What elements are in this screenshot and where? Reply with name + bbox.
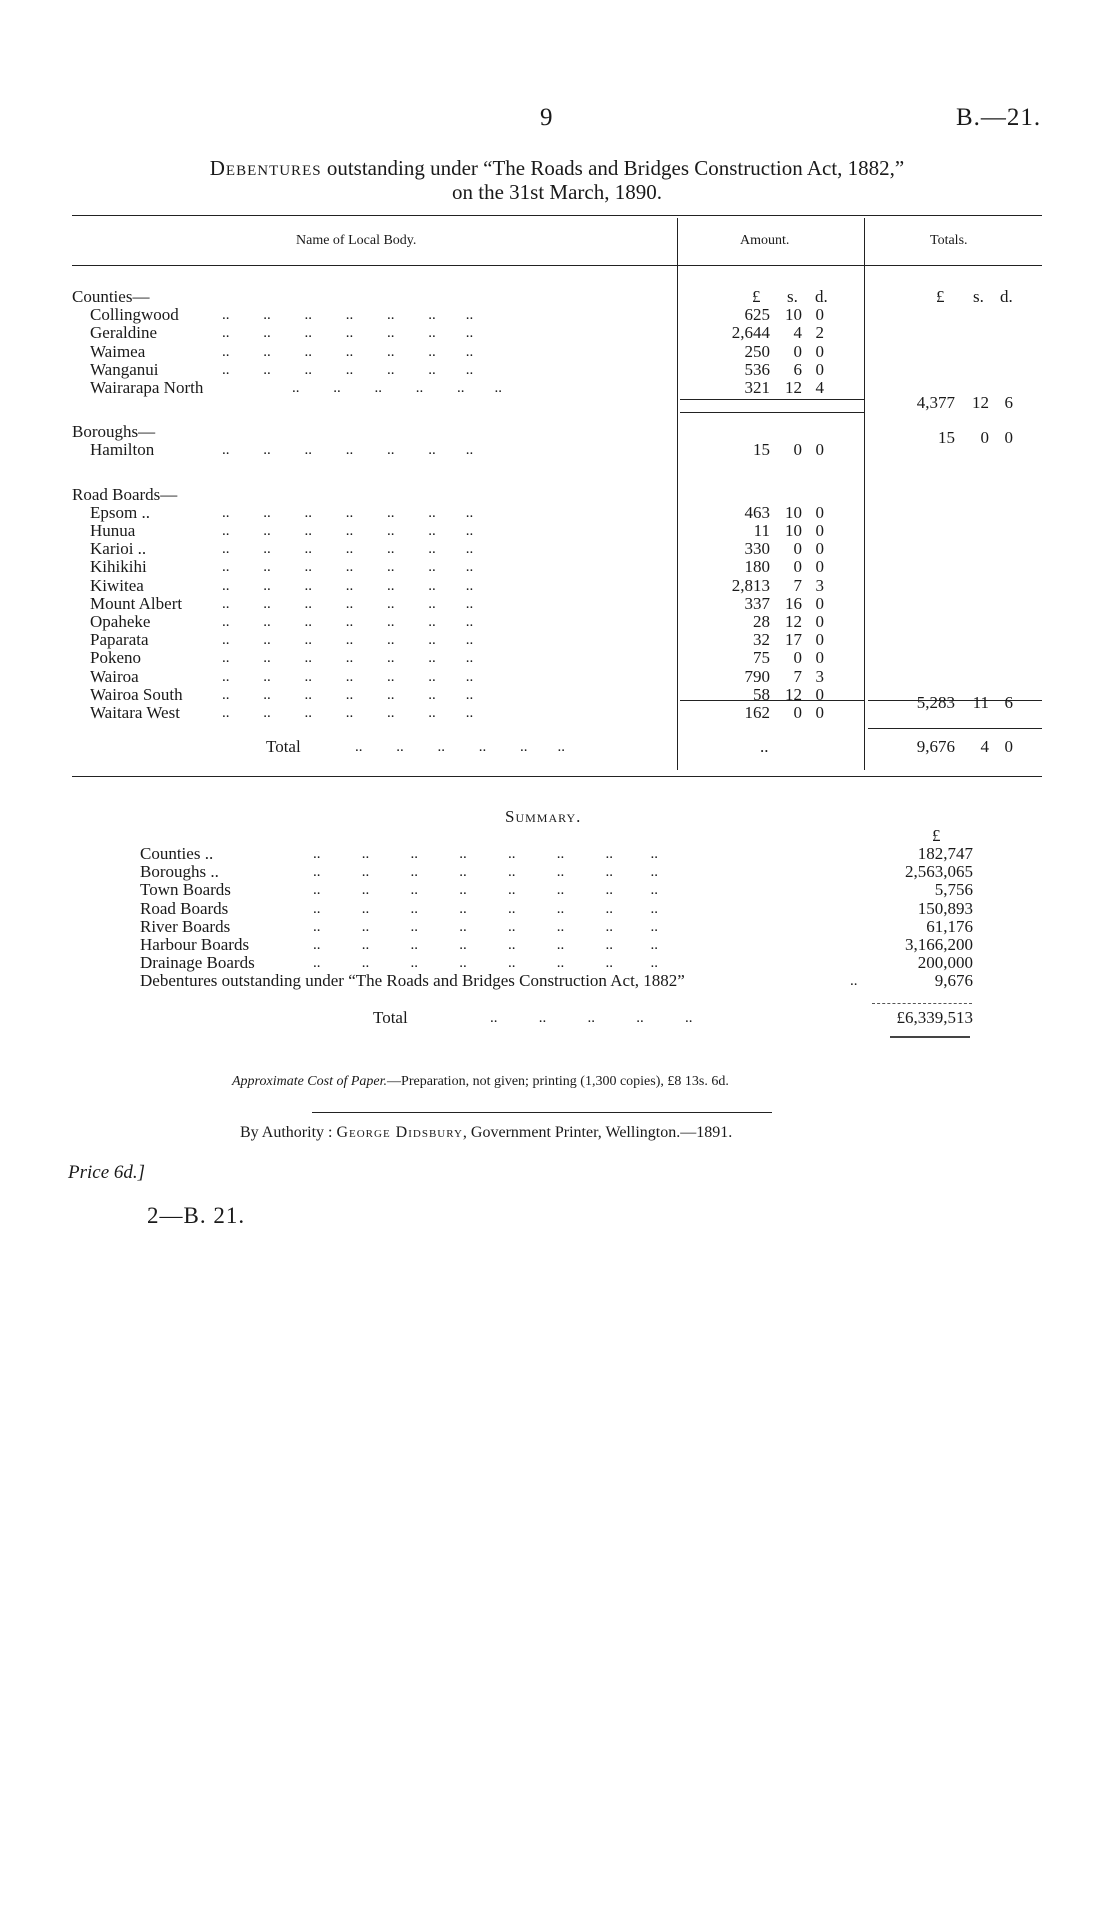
price-label: Price 6d.] — [68, 1162, 146, 1183]
amount-pound-header: £ — [752, 287, 761, 306]
local-body-name: Waimea — [90, 341, 146, 361]
amount-pence: 0 — [815, 630, 824, 650]
summary-total-value: £6,339,513 — [896, 1008, 973, 1027]
document-code: 2—B. 21. — [147, 1203, 246, 1228]
summary-label: Debentures outstanding under “The Roads and Bridges Construction Act, 1882” — [140, 971, 685, 991]
section-subtotal-rule — [680, 412, 864, 413]
cost-of-paper-label: Approximate Cost of Paper. — [232, 1074, 388, 1089]
amount-pence: 0 — [815, 557, 824, 577]
amount-pounds: 463 — [744, 502, 770, 522]
totals-pound-header: £ — [936, 287, 945, 306]
amount-pence: 0 — [815, 440, 824, 460]
amount-shillings: 17 — [785, 630, 802, 650]
summary-value: 150,893 — [917, 898, 973, 918]
leader-dots: .. .. .. .. .. .. .. — [222, 523, 474, 539]
cost-of-paper-text: —Preparation, not given; printing (1,300 copies), £8 13s. 6d. — [387, 1074, 729, 1089]
amount-shillings: 16 — [785, 593, 802, 613]
amount-pence: 3 — [815, 666, 824, 686]
summary-value: 5,756 — [934, 880, 973, 900]
summary-currency: £ — [932, 826, 941, 845]
leader-dots: .. .. .. .. .. .. .. — [222, 361, 474, 378]
leader-dots: .. .. .. .. .. .. .. — [222, 307, 474, 324]
amount-shillings: 10 — [785, 305, 802, 325]
leader-dots: .. .. .. .. .. .. .. .. — [313, 882, 658, 899]
leader-dots: .. .. .. .. .. .. .. — [222, 650, 474, 667]
section-total-shillings: 11 — [972, 693, 989, 712]
summary-value: 61,176 — [926, 916, 973, 936]
header-rule — [72, 265, 1042, 266]
amount-shillings: 0 — [793, 648, 802, 668]
local-body-name: Wairarapa North — [90, 378, 204, 397]
amount-pounds: 58 — [753, 684, 770, 704]
summary-label: Road Boards — [140, 898, 229, 918]
summary-value: 200,000 — [917, 953, 973, 973]
printer-name: George Didsbury — [336, 1124, 463, 1141]
section-total-pence: 6 — [1004, 393, 1013, 412]
amount-pence: 0 — [815, 305, 824, 325]
leader-dots: .. .. .. .. .. .. .. .. — [313, 937, 658, 953]
amount-pence: 0 — [815, 521, 824, 540]
local-body-name: Waitara West — [90, 703, 180, 722]
amount-pounds: 330 — [744, 539, 770, 559]
section-total-pence: 6 — [1004, 693, 1013, 712]
amount-shillings: 6 — [793, 359, 802, 379]
amount-pounds: 15 — [753, 440, 770, 460]
amount-shillings: 4 — [793, 323, 802, 343]
section-heading: Road Boards— — [72, 484, 178, 504]
amount-pounds: 162 — [744, 703, 770, 722]
summary-total-label: Total — [373, 1008, 408, 1027]
leader-dots: .. .. .. .. .. .. .. .. — [313, 864, 658, 881]
section-subtotal-rule — [680, 399, 864, 400]
local-body-name: Opaheke — [90, 612, 151, 631]
local-body-name: Mount Albert — [90, 593, 183, 613]
amount-pence: 0 — [815, 359, 824, 379]
amount-shillings: 10 — [785, 521, 802, 540]
leader-dots: .. .. .. .. .. .. .. — [222, 668, 474, 685]
amount-pounds: 321 — [744, 378, 770, 397]
local-body-name: Geraldine — [90, 323, 158, 343]
summary-label: River Boards — [140, 916, 231, 936]
amount-column-divider — [677, 218, 678, 770]
local-body-name: Kiwitea — [90, 575, 144, 595]
amount-pence: 0 — [815, 539, 824, 559]
title-prefix: Debentures — [209, 156, 322, 180]
summary-value: 9,676 — [934, 971, 973, 991]
section-total-pence: 0 — [1004, 428, 1013, 447]
amount-shillings: 0 — [793, 341, 802, 361]
section-heading: Counties— — [72, 287, 150, 306]
grand-total-top-rule — [868, 728, 1042, 729]
summary-total-leader-dots: .. .. .. .. .. — [490, 1010, 693, 1026]
summary-value: 2,563,065 — [905, 862, 973, 882]
amount-pounds: 32 — [753, 630, 770, 650]
local-body-name: Hamilton — [90, 440, 155, 460]
grand-total-shillings: 4 — [980, 737, 989, 756]
amount-pounds: 337 — [744, 593, 770, 613]
column-header-name: Name of Local Body. — [296, 233, 417, 248]
local-body-name: Wairoa South — [90, 684, 183, 704]
summary-label: Drainage Boards — [140, 953, 255, 973]
amount-pounds: 180 — [744, 557, 770, 577]
amount-shillings: 0 — [793, 539, 802, 559]
table-bottom-rule — [72, 776, 1042, 777]
amount-shillings: 10 — [785, 502, 802, 522]
column-header-totals: Totals. — [930, 233, 968, 248]
authority-prefix: By Authority : — [240, 1124, 337, 1141]
amount-pounds: 250 — [744, 341, 770, 361]
local-body-name: Wanganui — [90, 359, 159, 379]
summary-label: Counties .. — [140, 844, 214, 863]
leader-dots: .. .. .. .. .. .. .. — [222, 614, 474, 630]
section-subtotal-rule — [680, 700, 864, 701]
title-line1: outstanding under “The Roads and Bridges Construction Act, 1882,” — [321, 156, 905, 180]
amount-pounds: 75 — [753, 648, 770, 668]
leader-dots: .. .. .. .. .. .. .. — [222, 343, 474, 360]
amount-shillings: 7 — [793, 666, 802, 686]
leader-dots: .. .. .. .. .. .. .. — [222, 705, 474, 721]
leader-dots: .. .. .. .. .. .. .. — [222, 325, 474, 342]
grand-total-leader-dots: .. .. .. .. .. .. — [355, 739, 565, 755]
local-body-name: Karioi .. — [90, 539, 147, 559]
totals-column-divider — [864, 218, 865, 770]
grand-total-label: Total — [266, 737, 301, 756]
leader-dots: .. .. .. .. .. .. .. — [222, 577, 474, 594]
totals-pence-header: d. — [1000, 287, 1013, 306]
amount-shillings: 12 — [785, 378, 802, 397]
table-subtitle: on the 31st March, 1890. — [452, 180, 662, 204]
summary-label: Boroughs .. — [140, 862, 219, 882]
column-header-amount: Amount. — [740, 233, 790, 248]
amount-pence: 0 — [815, 703, 824, 722]
section-total-shillings: 12 — [972, 393, 989, 412]
leader-dots: .. .. .. .. .. .. — [292, 380, 502, 396]
cost-of-paper-line — [232, 1074, 729, 1090]
amount-shilling-header: s. — [787, 287, 798, 306]
summary-value: 182,747 — [917, 844, 973, 863]
amount-pence: 0 — [815, 684, 824, 704]
authority-rule — [312, 1112, 772, 1113]
amount-pounds: 536 — [744, 359, 770, 379]
section-total-shillings: 0 — [980, 428, 989, 447]
leader-dots: .. .. .. .. .. .. .. — [222, 686, 474, 703]
grand-total-amount-placeholder: .. — [760, 737, 769, 756]
leader-dots: .. .. .. .. .. .. .. — [222, 595, 474, 612]
amount-shillings: 0 — [793, 557, 802, 577]
amount-pence: 2 — [815, 323, 824, 343]
page-number: 9 — [540, 104, 553, 131]
leader-dots: .. .. .. .. .. .. .. — [222, 504, 474, 521]
amount-shillings: 7 — [793, 575, 802, 595]
amount-pounds: 2,644 — [731, 323, 770, 343]
section-heading: Boroughs— — [72, 422, 156, 442]
amount-pence-header: d. — [815, 287, 828, 306]
amount-pounds: 625 — [744, 305, 770, 325]
local-body-name: Paparata — [90, 630, 149, 650]
amount-pence: 0 — [815, 612, 824, 631]
grand-total-pounds: 9,676 — [916, 737, 955, 756]
local-body-name: Pokeno — [90, 648, 141, 668]
leader-dots: .. .. .. .. .. .. .. — [222, 442, 474, 459]
table-title — [0, 156, 1114, 181]
leader-dots: .. .. .. .. .. .. .. .. — [313, 900, 658, 917]
leader-dots: .. .. .. .. .. .. .. .. — [313, 955, 658, 972]
grand-total-pence: 0 — [1004, 737, 1013, 756]
authority-line — [240, 1124, 732, 1142]
local-body-name: Kihikihi — [90, 557, 147, 577]
leader-dots: .. .. .. .. .. .. .. .. — [313, 918, 658, 935]
amount-pence: 0 — [815, 593, 824, 613]
leader-dots: .. — [850, 973, 858, 990]
summary-label: Harbour Boards — [140, 935, 250, 954]
amount-shillings: 12 — [785, 612, 802, 631]
leader-dots: .. .. .. .. .. .. .. .. — [313, 846, 658, 862]
amount-pounds: 790 — [744, 666, 770, 686]
section-total-pounds: 15 — [938, 428, 955, 447]
amount-shillings: 0 — [793, 440, 802, 460]
leader-dots: .. .. .. .. .. .. .. — [222, 632, 474, 649]
summary-total-bottom-rule — [890, 1036, 970, 1038]
amount-pence: 0 — [815, 648, 824, 668]
section-total-pounds: 5,283 — [916, 693, 955, 712]
leader-dots: .. .. .. .. .. .. .. — [222, 541, 474, 558]
local-body-name: Wairoa — [90, 666, 139, 686]
amount-pounds: 2,813 — [731, 575, 770, 595]
local-body-name: Hunua — [90, 521, 136, 540]
authority-rest: , Government Printer, Wellington.—1891. — [462, 1124, 733, 1141]
local-body-name: Collingwood — [90, 305, 179, 325]
summary-total-top-rule — [872, 1003, 972, 1004]
amount-shillings: 0 — [793, 703, 802, 722]
leader-dots: .. .. .. .. .. .. .. — [222, 559, 474, 576]
document-reference: B.—21. — [956, 104, 1042, 131]
summary-label: Town Boards — [140, 880, 231, 900]
amount-shillings: 12 — [785, 684, 802, 704]
amount-pence: 4 — [815, 378, 824, 397]
section-total-pounds: 4,377 — [916, 393, 955, 412]
amount-pence: 0 — [815, 502, 824, 522]
amount-pence: 0 — [815, 341, 824, 361]
amount-pounds: 28 — [753, 612, 770, 631]
amount-pounds: 11 — [753, 521, 770, 540]
amount-pence: 3 — [815, 575, 824, 595]
totals-shilling-header: s. — [973, 287, 984, 306]
local-body-name: Epsom .. — [90, 502, 150, 522]
summary-heading: Summary. — [505, 807, 582, 826]
table-top-rule — [72, 215, 1042, 216]
summary-value: 3,166,200 — [905, 935, 973, 954]
